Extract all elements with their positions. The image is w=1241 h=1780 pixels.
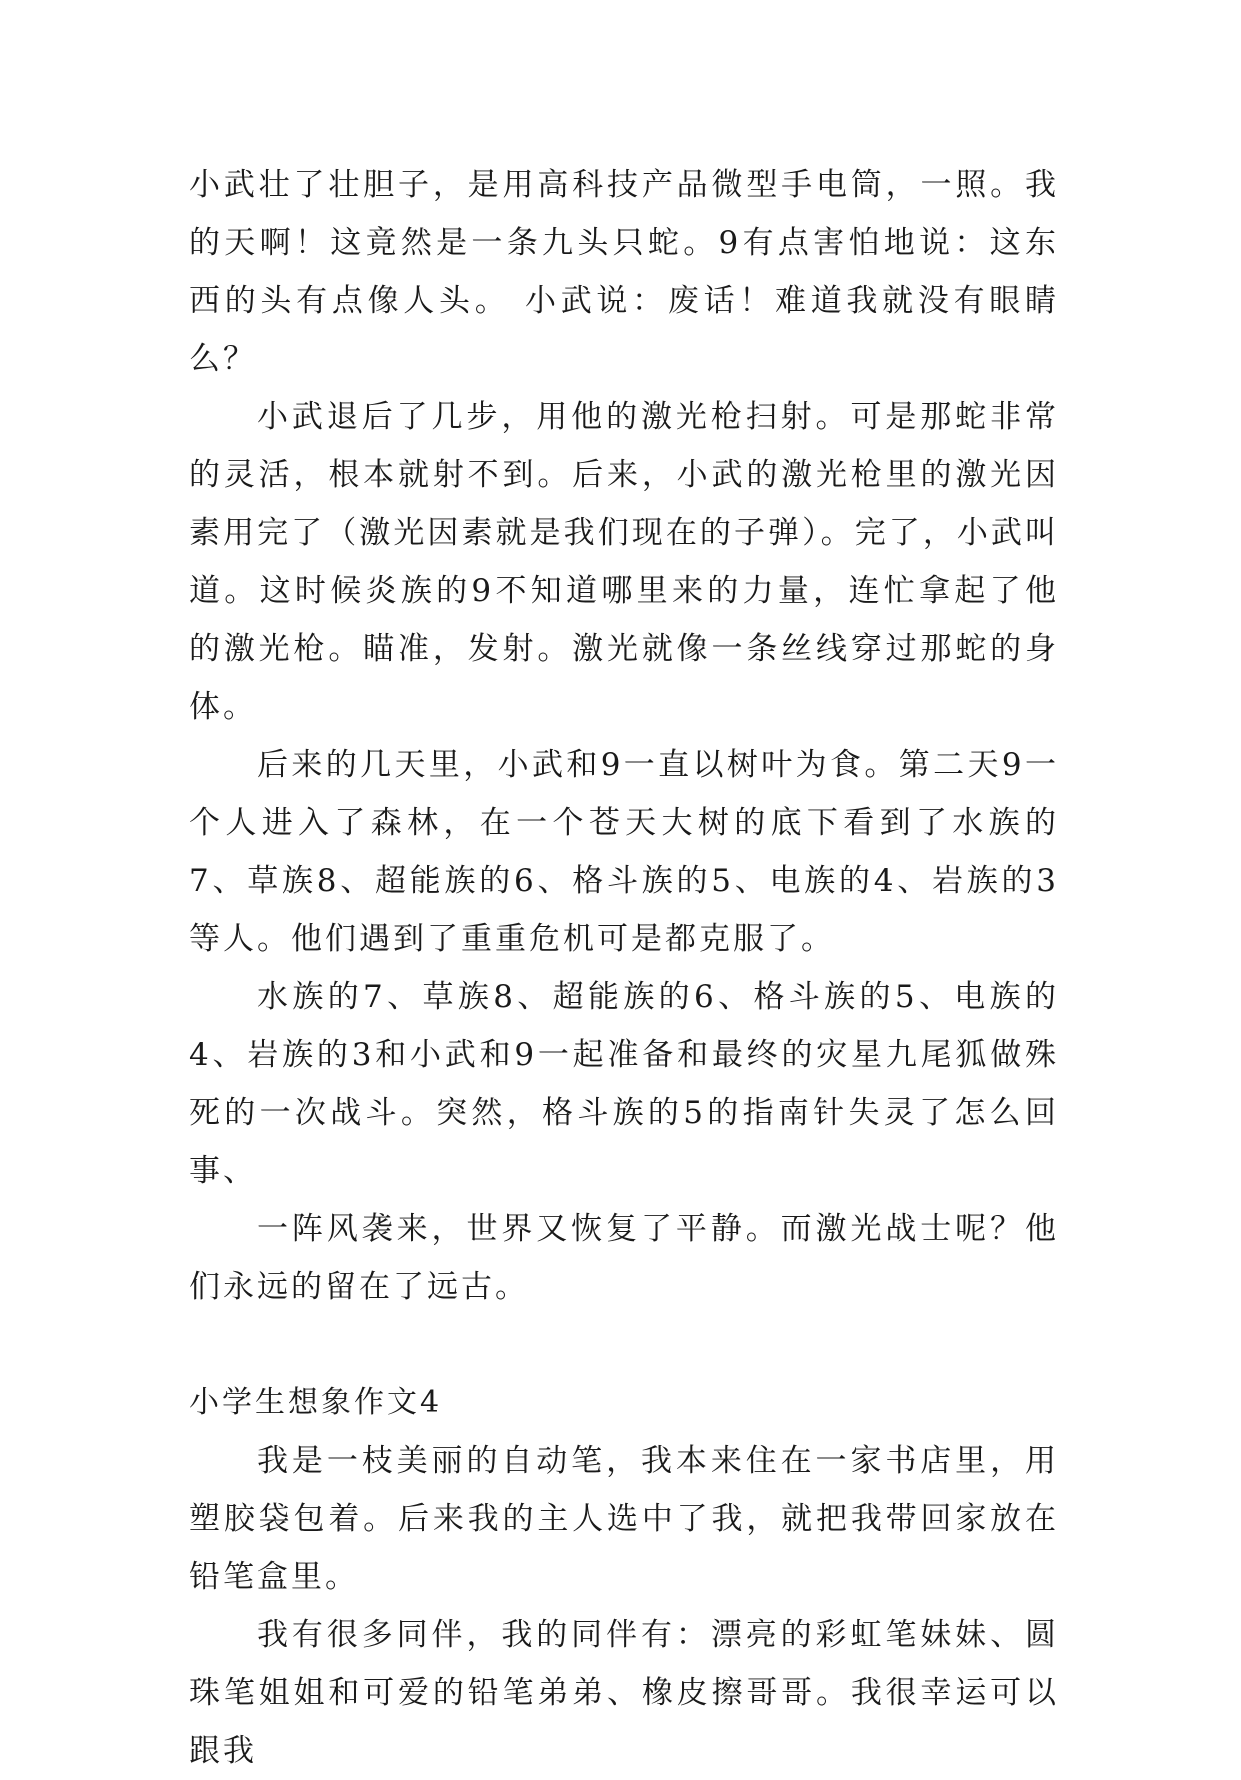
paragraph-7: 我有很多同伴，我的同伴有：漂亮的彩虹笔妹妹、圆珠笔姐姐和可爱的铅笔弟弟、橡皮擦哥哥。我很幸运可以跟我 bbox=[189, 1617, 1059, 1769]
paragraph-3: 后来的几天里，小武和9一直以树叶为食。第二天9一个人进入了森林，在一个苍天大树的底下看到了水族的7、草族8、超能族的6、格斗族的5、电族的4、岩族的3等人。他们遇到了重重危机可是都克服了。 bbox=[189, 747, 1059, 957]
section-title: 小学生想象作文4 bbox=[189, 1385, 443, 1420]
document-body bbox=[189, 156, 1059, 1780]
paragraph-1: 小武壮了壮胆子，是用高科技产品微型手电筒，一照。我的天啊！这竟然是一条九头只蛇。9有点害怕地说：这东西的头有点像人头。 小武说：废话！难道我就没有眼睛么？ bbox=[189, 167, 1059, 377]
paragraph-4: 水族的7、草族8、超能族的6、格斗族的5、电族的4、岩族的3和小武和9一起准备和最终的灾星九尾狐做殊死的一次战斗。突然，格斗族的5的指南针失灵了怎么回事、 bbox=[189, 979, 1059, 1189]
paragraph-5: 一阵风袭来，世界又恢复了平静。而激光战士呢？他们永远的留在了远古。 bbox=[189, 1211, 1059, 1305]
paragraph-2: 小武退后了几步，用他的激光枪扫射。可是那蛇非常的灵活，根本就射不到。后来，小武的激光枪里的激光因素用完了（激光因素就是我们现在的子弹）。完了，小武叫道。这时候炎族的9不知道哪里来的力量，连忙拿起了他的激光枪。瞄准，发射。激光就像一条丝线穿过那蛇的身体。 bbox=[189, 399, 1059, 725]
paragraph-6: 我是一枝美丽的自动笔，我本来住在一家书店里，用塑胶袋包着。后来我的主人选中了我，就把我带回家放在铅笔盒里。 bbox=[189, 1443, 1059, 1595]
